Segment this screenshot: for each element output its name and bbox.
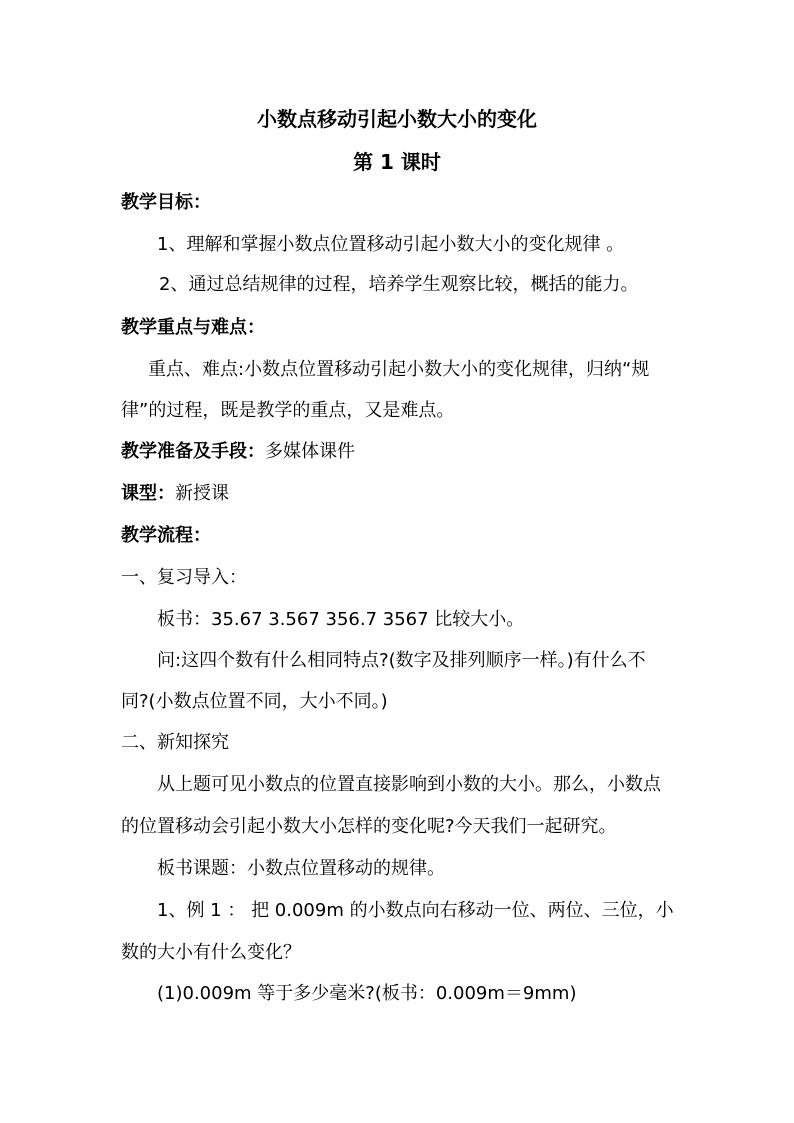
preparation-label: 教学准备及手段：	[121, 441, 265, 462]
section1-question-line1: 问:这四个数有什么相同特点?(数字及排列顺序一样。)有什么不	[157, 650, 646, 671]
key-points-heading: 教学重点与难点：	[121, 317, 265, 338]
section1-board: 板书：35.67 3.567 356.7 3567 比较大小。	[157, 609, 525, 630]
objective-item-1: 1、理解和掌握小数点位置移动引起小数大小的变化规律 。	[157, 234, 625, 255]
example1-sub1: (1)0.009m 等于多少毫米?(板书：0.009m＝9mm)	[157, 983, 577, 1004]
process-heading: 教学流程：	[121, 525, 211, 546]
section1-question-line2: 同?(小数点位置不同，大小不同。)	[121, 691, 388, 712]
preparation-row	[121, 440, 355, 464]
example1-line1: 1、例 1 ： 把 0.009m 的小数点向右移动一位、两位、三位，小	[157, 900, 674, 921]
example1-line2: 数的大小有什么变化？	[121, 942, 301, 963]
lesson-type-label: 课型：	[121, 483, 175, 504]
objectives-heading: 教学目标：	[121, 192, 211, 213]
key-points-text-line2: 律”的过程，既是教学的重点，又是难点。	[121, 400, 455, 421]
lesson-period: 第 1 课时	[353, 150, 441, 174]
section2-intro-line1: 从上题可见小数点的位置直接影响到小数的大小。那么，小数点	[157, 774, 661, 795]
objective-item-2: 2、通过总结规律的过程，培养学生观察比较，概括的能力。	[159, 274, 639, 295]
key-points-text-line1: 重点、难点:小数点位置移动引起小数大小的变化规律，归纳“规	[148, 359, 650, 380]
lesson-type-value: 新授课	[175, 483, 229, 504]
section2-intro-line2: 的位置移动会引起小数大小怎样的变化呢?今天我们一起研究。	[121, 816, 617, 837]
section2-board-topic: 板书课题：小数点位置移动的规律。	[157, 858, 445, 879]
section2-title: 二、新知探究	[121, 732, 229, 753]
document-title: 小数点移动引起小数大小的变化	[257, 107, 537, 131]
preparation-value: 多媒体课件	[265, 441, 355, 462]
section1-title: 一、复习导入：	[121, 567, 247, 588]
lesson-type-row	[121, 482, 229, 506]
